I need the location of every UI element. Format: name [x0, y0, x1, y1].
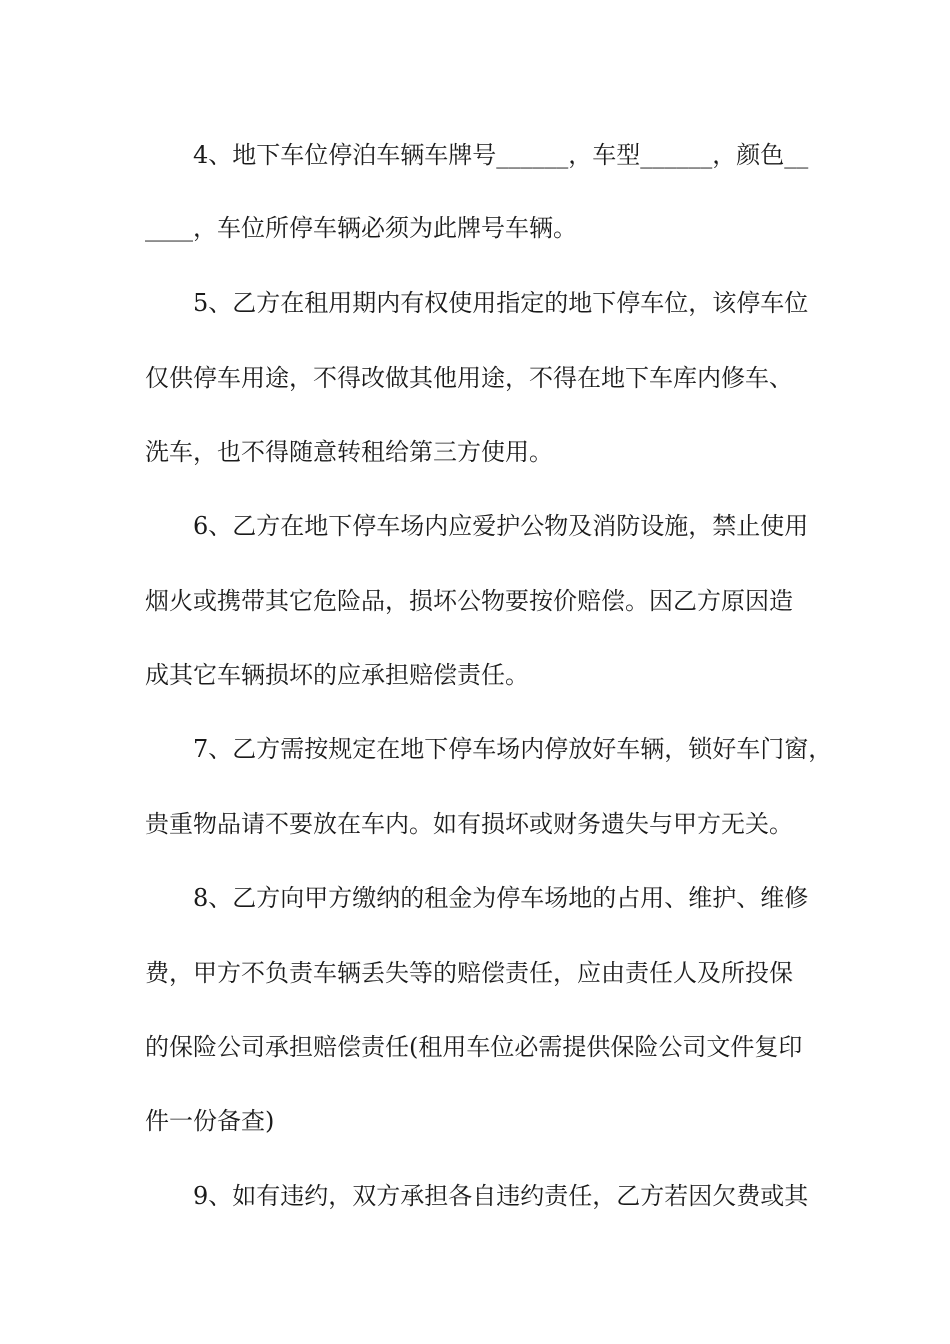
text-line: 成其它车辆损坏的应承担赔偿责任。 — [145, 661, 529, 689]
text-line: 9、如有违约，双方承担各自违约责任，乙方若因欠费或其 — [193, 1182, 809, 1210]
text-line: 7、乙方需按规定在地下停车场内停放好车辆，锁好车门窗， — [193, 735, 833, 763]
text-line: 费，甲方不负责车辆丢失等的赔偿责任，应由责任人及所投保 — [145, 959, 793, 987]
text-line: 烟火或携带其它危险品，损坏公物要按价赔偿。因乙方原因造 — [145, 587, 793, 615]
text-line: 8、乙方向甲方缴纳的租金为停车场地的占用、维护、维修 — [193, 884, 809, 912]
text-line: 5、乙方在租用期内有权使用指定的地下停车位，该停车位 — [193, 289, 809, 317]
text-line: 贵重物品请不要放在车内。如有损坏或财务遗失与甲方无关。 — [145, 810, 793, 838]
text-line: 仅供停车用途，不得改做其他用途，不得在地下车库内修车、 — [145, 364, 793, 392]
text-line: 件一份备查) — [145, 1107, 275, 1135]
text-line: 4、地下车位停泊车辆车牌号______，车型______，颜色__ — [193, 141, 809, 169]
text-line: 6、乙方在地下停车场内应爱护公物及消防设施，禁止使用 — [193, 512, 809, 540]
text-line: ____，车位所停车辆必须为此牌号车辆。 — [145, 214, 577, 242]
text-line: 的保险公司承担赔偿责任(租用车位必需提供保险公司文件复印 — [145, 1033, 803, 1061]
text-line: 洗车，也不得随意转租给第三方使用。 — [145, 438, 553, 466]
